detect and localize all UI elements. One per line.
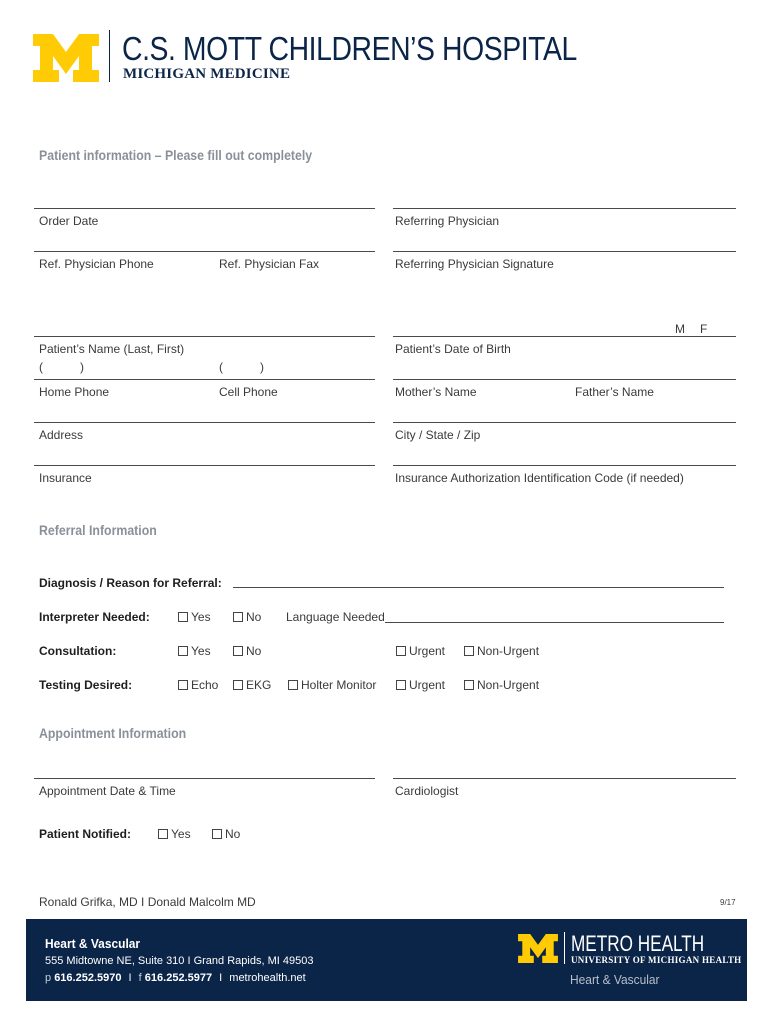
patient-name-label: Patient’s Name (Last, First)	[39, 342, 185, 356]
insurance-auth-line[interactable]	[393, 465, 736, 466]
patient-notified-label: Patient Notified:	[39, 827, 131, 841]
home-area-code-close: )	[80, 360, 84, 374]
patient-dob-label: Patient’s Date of Birth	[395, 342, 511, 356]
sex-f-label[interactable]: F	[700, 322, 708, 336]
ref-phone-label: Ref. Physician Phone	[39, 257, 154, 271]
footer-contact: p 616.252.5970 I f 616.252.5977 I metrohealth.net	[45, 972, 306, 984]
address-line[interactable]	[34, 422, 375, 423]
language-needed-field[interactable]	[385, 622, 724, 623]
testing-urgent-checkbox[interactable]: Urgent	[396, 678, 445, 692]
footer-phone[interactable]: 616.252.5970	[54, 972, 122, 984]
referring-physician-label: Referring Physician	[395, 214, 500, 228]
notified-yes-checkbox[interactable]: Yes	[158, 827, 191, 841]
sex-m-label[interactable]: M	[675, 322, 685, 336]
testing-non-urgent-checkbox[interactable]: Non-Urgent	[464, 678, 539, 692]
parents-line[interactable]	[393, 379, 736, 380]
cell-phone-label: Cell Phone	[219, 385, 278, 399]
home-area-code-open: (	[39, 360, 43, 374]
ref-phone-fax-line[interactable]	[34, 251, 375, 252]
testing-echo-checkbox[interactable]: Echo	[178, 678, 218, 692]
mother-name-label: Mother’s Name	[395, 385, 477, 399]
home-phone-label: Home Phone	[39, 385, 110, 399]
ref-signature-line[interactable]	[393, 251, 736, 252]
footer-address: 555 Midtowne NE, Suite 310 I Grand Rapids, MI 49503	[45, 955, 314, 967]
interpreter-label: Interpreter Needed:	[39, 610, 150, 624]
interpreter-no-checkbox[interactable]: No	[233, 610, 261, 624]
consultation-yes-checkbox[interactable]: Yes	[178, 644, 211, 658]
hospital-subtitle: MICHIGAN MEDICINE	[123, 66, 291, 82]
cell-area-code-close: )	[260, 360, 264, 374]
testing-holter-checkbox[interactable]: Holter Monitor	[288, 678, 376, 692]
order-date-label: Order Date	[39, 214, 99, 228]
footer-brand-sub: UNIVERSITY OF MICHIGAN HEALTH	[571, 955, 742, 965]
insurance-label: Insurance	[39, 471, 92, 485]
footer-block-m-logo-icon	[518, 934, 558, 963]
footer-divider	[564, 932, 565, 964]
language-needed-label: Language Needed	[286, 610, 385, 624]
form-version: 9/17	[720, 898, 736, 907]
order-date-line[interactable]	[34, 208, 375, 209]
phones-line[interactable]	[34, 379, 375, 380]
diagnosis-field[interactable]	[233, 587, 724, 588]
diagnosis-label: Diagnosis / Reason for Referral:	[39, 576, 222, 590]
appointment-date-line[interactable]	[34, 778, 375, 779]
city-state-zip-label: City / State / Zip	[395, 428, 481, 442]
doctors-credit: Ronald Grifka, MD I Donald Malcolm MD	[39, 895, 256, 909]
footer-division: Heart & Vascular	[570, 972, 660, 987]
hospital-name: C.S. MOTT CHILDREN’S HOSPITAL	[122, 30, 577, 67]
cardiologist-label: Cardiologist	[395, 784, 459, 798]
interpreter-yes-checkbox[interactable]: Yes	[178, 610, 211, 624]
referral-section-title: Referral Information	[39, 522, 157, 538]
testing-label: Testing Desired:	[39, 678, 133, 692]
appointment-date-label: Appointment Date & Time	[39, 784, 176, 798]
insurance-line[interactable]	[34, 465, 375, 466]
referring-physician-line[interactable]	[393, 208, 736, 209]
ref-fax-label: Ref. Physician Fax	[219, 257, 320, 271]
cell-area-code-open: (	[219, 360, 223, 374]
header-divider	[109, 30, 110, 82]
patient-section-title: Patient information – Please fill out completely	[39, 147, 313, 163]
city-state-zip-line[interactable]	[393, 422, 736, 423]
patient-dob-line[interactable]	[393, 336, 736, 337]
consultation-label: Consultation:	[39, 644, 117, 658]
ref-signature-label: Referring Physician Signature	[395, 257, 554, 271]
appointment-section-title: Appointment Information	[39, 725, 187, 741]
block-m-logo-icon	[33, 34, 99, 82]
footer-fax: 616.252.5977	[144, 972, 213, 984]
consultation-urgent-checkbox[interactable]: Urgent	[396, 644, 445, 658]
cardiologist-line[interactable]	[393, 778, 736, 779]
footer-title: Heart & Vascular	[45, 936, 141, 951]
address-label: Address	[39, 428, 84, 442]
consultation-no-checkbox[interactable]: No	[233, 644, 261, 658]
footer-brand: METRO HEALTH	[571, 931, 705, 956]
father-name-label: Father’s Name	[575, 385, 654, 399]
insurance-auth-label: Insurance Authorization Identification Code (if needed)	[395, 471, 684, 485]
testing-ekg-checkbox[interactable]: EKG	[233, 678, 271, 692]
notified-no-checkbox[interactable]: No	[212, 827, 240, 841]
footer-website[interactable]: metrohealth.net	[229, 972, 306, 984]
consultation-non-urgent-checkbox[interactable]: Non-Urgent	[464, 644, 539, 658]
patient-name-line[interactable]	[34, 336, 375, 337]
